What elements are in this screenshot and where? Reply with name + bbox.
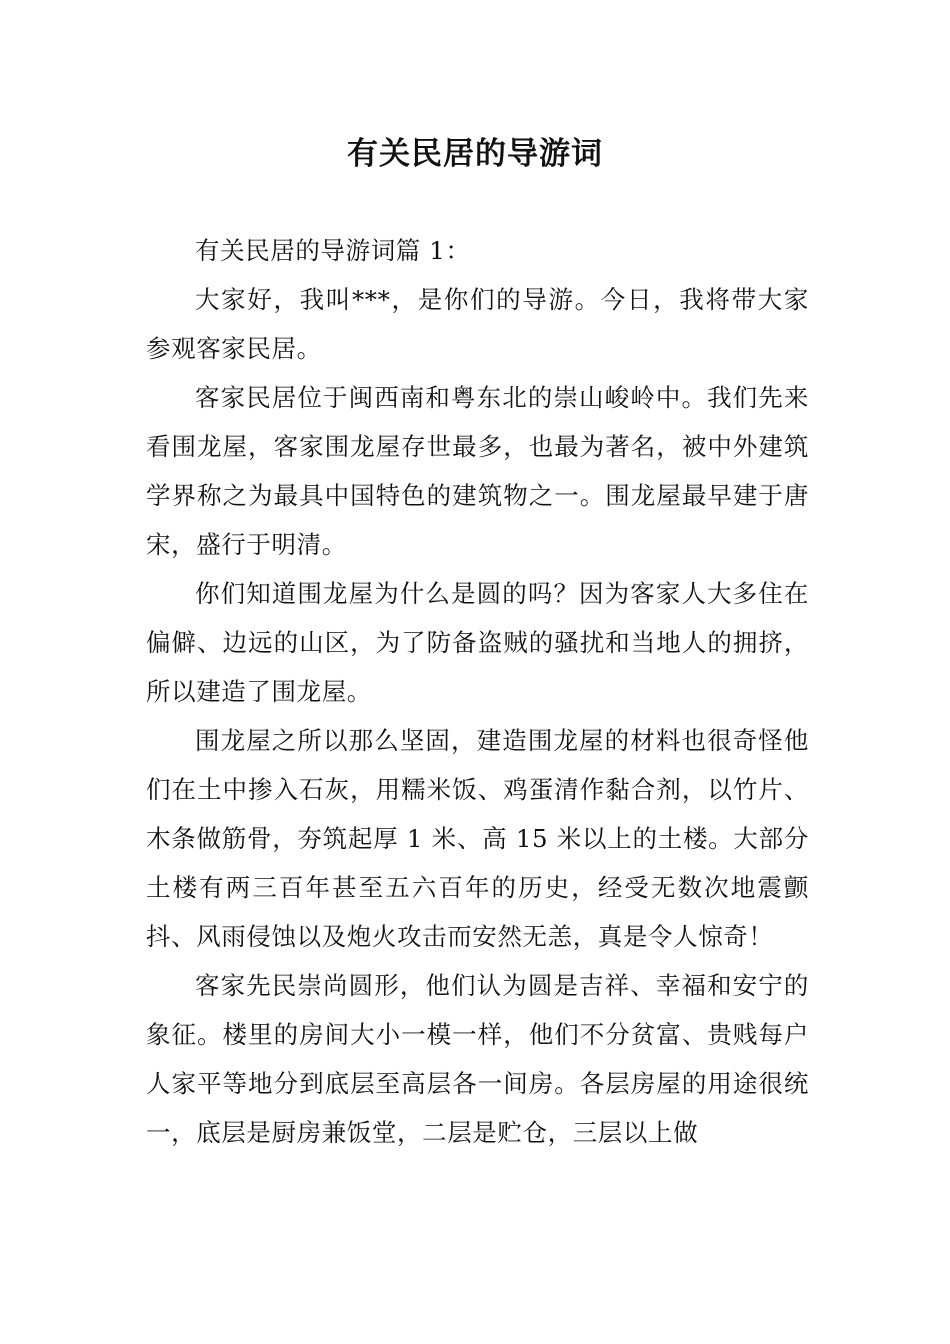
paragraph: 客家民居位于闽西南和粤东北的崇山峻岭中。我们先来看围龙屋，客家围龙屋存世最多，也最为著名，被中外建筑学界称之为最具中国特色的建筑物之一。围龙屋最早建于唐宋，盛行于明清。 <box>146 383 809 559</box>
paragraph: 大家好，我叫***，是你们的导游。今日，我将带大家参观客家民居。 <box>146 285 809 363</box>
document-title: 有关民居的导游词 <box>347 136 603 172</box>
document-body <box>146 226 809 1157</box>
paragraph-heading: 有关民居的导游词篇 1： <box>195 236 471 265</box>
paragraph: 你们知道围龙屋为什么是圆的吗？因为客家人大多住在偏僻、边远的山区，为了防备盗贼的骚扰和当地人的拥挤，所以建造了围龙屋。 <box>146 579 809 706</box>
paragraph: 客家先民崇尚圆形，他们认为圆是吉祥、幸福和安宁的象征。楼里的房间大小一模一样，他们不分贫富、贵贱每户人家平等地分到底层至高层各一间房。各层房屋的用途很统一，底层是厨房兼饭堂，二层是贮仓，三层以上做 <box>146 971 809 1147</box>
paragraph: 围龙屋之所以那么坚固，建造围龙屋的材料也很奇怪他们在土中掺入石灰，用糯米饭、鸡蛋清作黏合剂，以竹片、木条做筋骨，夯筑起厚 1 米、高 15 米以上的土楼。大部分土楼有两三百年甚至五六百年的历史，经受无数次地震颤抖、风雨侵蚀以及炮火攻击而安然无恙，真是令人惊奇！ <box>146 726 809 951</box>
